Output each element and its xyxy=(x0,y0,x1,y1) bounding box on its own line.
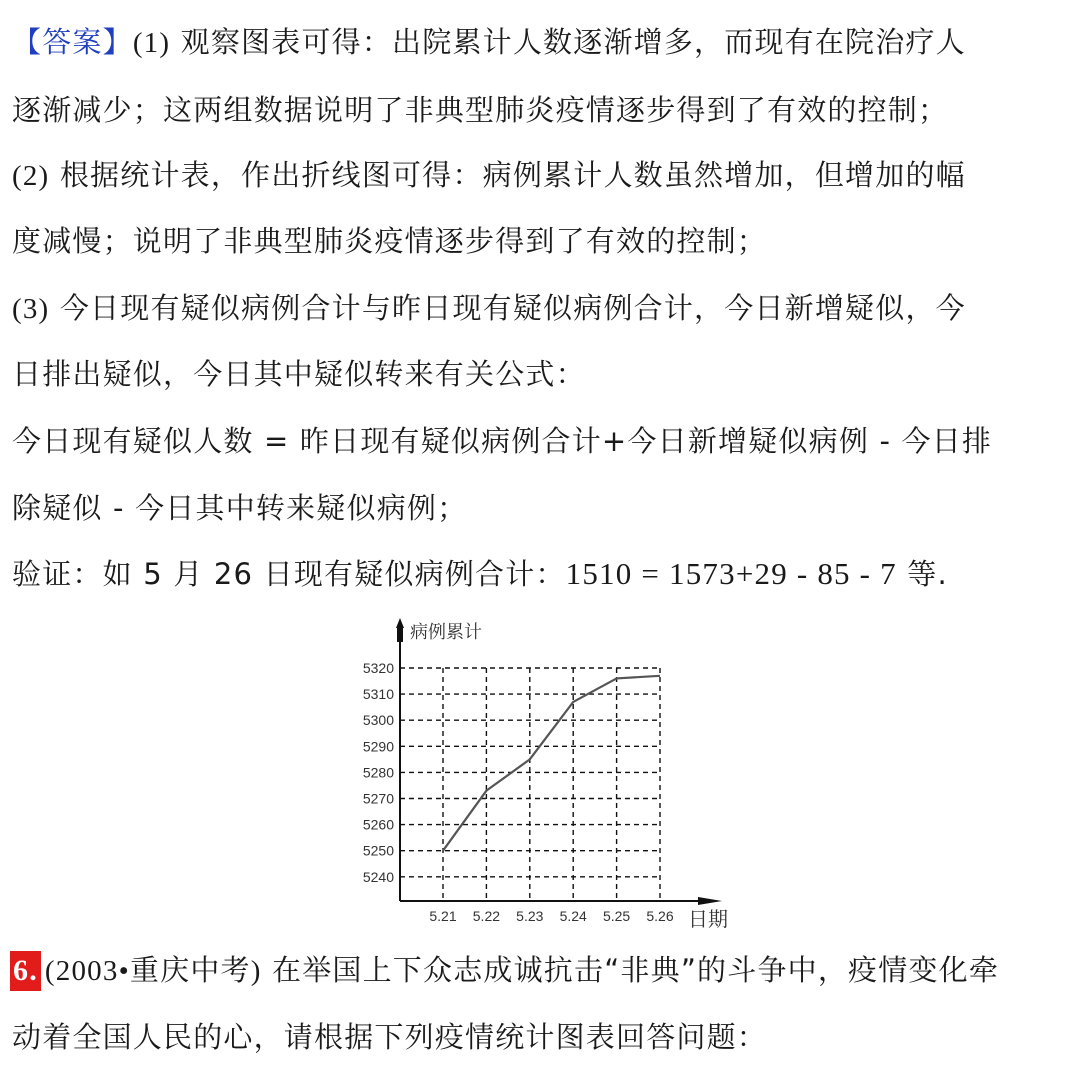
x-tick-labels xyxy=(429,908,673,924)
part2-label: (2) xyxy=(12,160,50,192)
y-tick-label: 5240 xyxy=(362,868,394,885)
x-tick-label: 5.21 xyxy=(429,908,457,924)
verify-suffix: 等. xyxy=(907,557,948,591)
answer-line-4 xyxy=(12,221,767,261)
y-tick-label: 5300 xyxy=(362,712,394,729)
x-tick-label: 5.24 xyxy=(559,908,587,924)
answer-line-2-text: 逐渐减少；这两组数据说明了非典型肺炎疫情逐步得到了有效的控制； xyxy=(12,93,949,127)
y-tick-label: 5280 xyxy=(362,764,394,781)
x-axis-label: 日期 xyxy=(688,909,728,931)
answer-line-1 xyxy=(12,22,966,63)
answer-line-5 xyxy=(12,288,966,329)
y-tick-label: 5320 xyxy=(362,660,394,676)
question-number-badge: 6. xyxy=(10,951,41,991)
y-axis-arrowhead-icon xyxy=(396,618,404,628)
part3-label: (3) xyxy=(12,293,50,325)
y-tick-labels xyxy=(363,660,394,885)
question6-line-2-text: 动着全国人民的心，请根据下列疫情统计图表回答问题： xyxy=(12,1020,768,1054)
formula-line-1-text: 今日现有疑似人数 = 昨日现有疑似病例合计+今日新增疑似病例 - 今日排 xyxy=(12,424,993,458)
y-tick-label: 5290 xyxy=(362,738,394,755)
x-tick-label: 5.25 xyxy=(602,908,631,924)
verify-prefix: 验证：如 5 月 26 日现有疑似病例合计： xyxy=(12,557,566,591)
answer-tag: 【答案】 xyxy=(12,25,133,59)
formula-line-1 xyxy=(12,421,992,461)
y-tick-label: 5270 xyxy=(362,790,394,807)
question-source: (2003•重庆中考) xyxy=(44,955,262,987)
y-tick-label: 5310 xyxy=(362,686,394,703)
answer-line-5-text: 今日现有疑似病例合计与昨日现有疑似病例合计，今日新增疑似，今 xyxy=(59,291,966,325)
formula-line-2-text: 除疑似 - 今日其中转来疑似病例； xyxy=(12,491,468,525)
part1-label: (1) xyxy=(132,27,171,59)
y-axis-arrow-icon xyxy=(397,626,403,642)
y-axis-label: 病例累计 xyxy=(410,622,482,642)
answer-line-3-text: 根据统计表，作出折线图可得：病例累计人数虽然增加，但增加的幅 xyxy=(59,158,966,192)
answer-line-4-text: 度减慢；说明了非典型肺炎疫情逐步得到了有效的控制； xyxy=(12,224,768,258)
series-line xyxy=(443,676,660,851)
verify-formula: 1510 = 1573+29 - 85 - 7 xyxy=(565,556,897,591)
y-tick-label: 5260 xyxy=(362,816,394,833)
answer-line-6-text: 日排出疑似，今日其中疑似转来有关公式： xyxy=(12,357,586,391)
question6-line-1-text: 在举国上下众志成诚抗击“非典”的斗争中，疫情变化牵 xyxy=(272,953,1000,987)
answer-line-3 xyxy=(12,155,966,196)
answer-line-6 xyxy=(12,354,586,394)
y-tick-label: 5250 xyxy=(362,842,394,859)
x-axis-arrowhead-icon xyxy=(698,897,722,905)
answer-line-2 xyxy=(12,90,948,130)
x-tick-label: 5.26 xyxy=(646,908,674,924)
x-tick-label: 5.23 xyxy=(516,908,544,924)
answer-line-1-text: 观察图表可得：出院累计人数逐渐增多，而现有在院治疗人 xyxy=(180,25,966,59)
question6-line-2 xyxy=(12,1017,767,1057)
x-tick-label: 5.22 xyxy=(472,908,501,924)
verify-line xyxy=(12,554,948,594)
chart-axes xyxy=(396,618,722,905)
question6-line-1 xyxy=(10,950,999,991)
formula-line-2 xyxy=(12,488,467,528)
chart-grid xyxy=(400,668,660,901)
